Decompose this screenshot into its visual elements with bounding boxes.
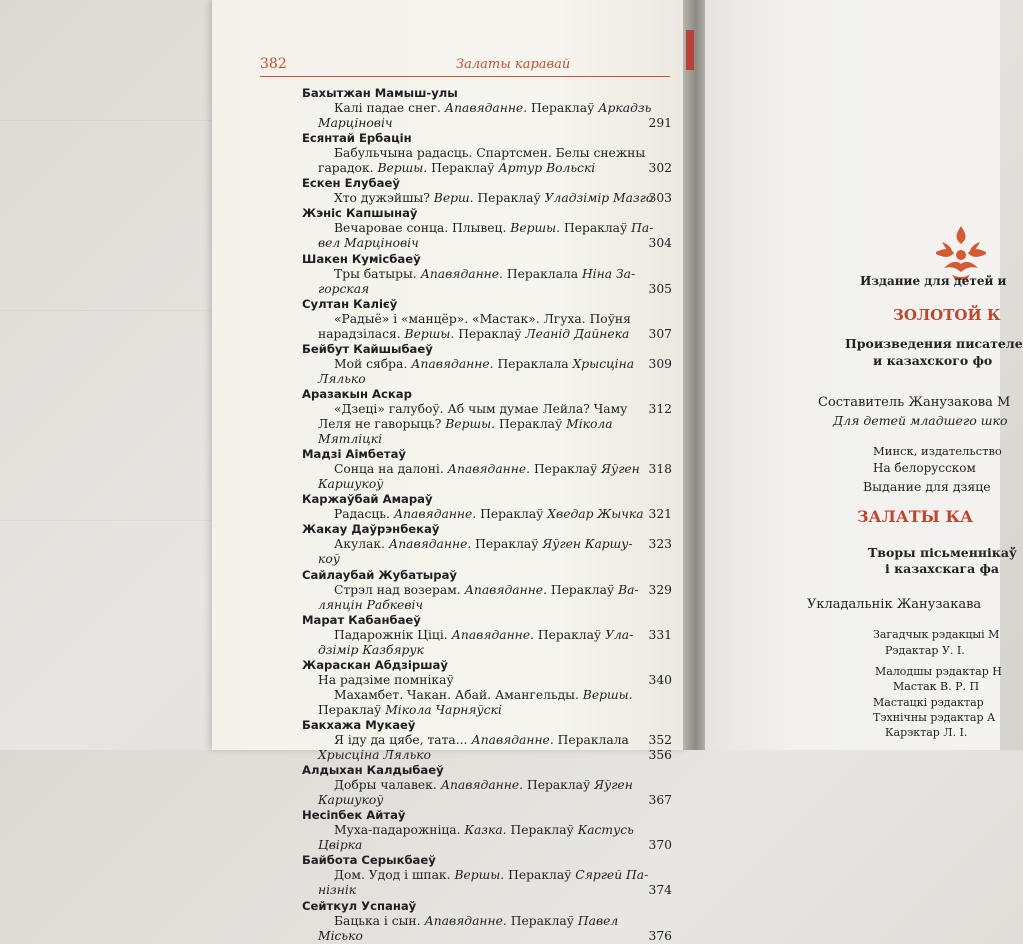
- toc-work-line: [262, 282, 672, 297]
- imprint-line: ЗАЛАТЫ КА: [857, 507, 974, 526]
- toc-work-line: [262, 583, 672, 598]
- toc-work-line: [262, 929, 672, 944]
- toc-work-line: [262, 417, 672, 432]
- toc-text: Пераклаў: [546, 582, 619, 597]
- toc-text: Апавяданне.: [420, 266, 503, 281]
- toc-work-line: [262, 552, 672, 567]
- toc-work-line: [262, 688, 672, 703]
- toc-text: Каршукоў: [318, 477, 384, 492]
- toc-page-number: 302: [648, 161, 672, 176]
- toc-work-line: [262, 327, 672, 342]
- toc-text: Вершы.: [377, 161, 428, 176]
- toc-text: Апавяданне.: [393, 507, 477, 522]
- toc-work-line: [262, 914, 672, 929]
- toc-text: Казка.: [464, 823, 507, 838]
- toc-text: Верш.: [433, 191, 474, 206]
- imprint-line: і казахскага фа: [885, 561, 999, 576]
- toc-author: Аразакын Аскар: [302, 386, 412, 401]
- toc-text: Пераклаў: [506, 913, 578, 928]
- page-header: [260, 56, 670, 77]
- toc-text: Уладзімір Мазго: [544, 191, 654, 206]
- imprint-line: Тэхнічны рэдактар А: [873, 711, 996, 724]
- right-page: [705, 0, 1023, 750]
- toc-page-number: 376: [648, 928, 672, 943]
- toc-text: Цвірка: [318, 838, 363, 853]
- toc-text: Вершы.: [510, 221, 561, 236]
- toc-page-number: 352: [648, 733, 672, 748]
- toc-author: Есянтай Ербацін: [302, 131, 412, 146]
- toc-work-line: [262, 191, 672, 206]
- toc-work-line: [262, 372, 672, 387]
- toc-work-line: [262, 598, 672, 613]
- toc-text: Добры чалавек.: [334, 778, 441, 793]
- toc-text: Лялько: [318, 371, 366, 386]
- toc-text: «Радыё» і «манцёр». «Мастак». Лгуха. Поўня: [334, 311, 631, 326]
- toc-text: Пераклала: [502, 266, 582, 281]
- toc-text: Тры батыры.: [334, 266, 421, 281]
- toc-text: Пераклаў: [471, 537, 543, 552]
- toc-author: Ескен Елубаеў: [302, 176, 400, 191]
- imprint-line: Загадчык рэдакцыі М: [873, 628, 1000, 641]
- toc-text: Вечаровае сонца. Плывец.: [334, 221, 511, 236]
- toc-page-number: 331: [648, 627, 672, 642]
- toc-text: Я іду да цябе, тата...: [334, 733, 472, 748]
- toc-work-line: [262, 462, 672, 477]
- toc-author: Сайлаубай Жубатыраў: [302, 567, 457, 582]
- toc-text: Артур Вольскі: [498, 161, 596, 176]
- toc-text: Каршукоў: [318, 793, 384, 808]
- toc-page-number: 312: [648, 401, 672, 416]
- toc-work-line: [262, 778, 672, 793]
- toc-work-line: [262, 823, 672, 838]
- toc-text: вел Марціновіч: [318, 236, 419, 251]
- toc-text: Вершы.: [404, 326, 455, 341]
- toc-text: Мікола: [566, 417, 613, 432]
- toc-page-number: 367: [648, 793, 672, 808]
- toc-work-line: [262, 628, 672, 643]
- toc-text: Вершы.: [445, 417, 496, 432]
- toc-text: Апавяданне.: [388, 537, 472, 552]
- toc-text: Яўген Каршу-: [542, 537, 633, 552]
- imprint-line: и казахского фо: [873, 353, 993, 368]
- toc-author: Султан Калієў: [302, 296, 398, 311]
- toc-text: Пераклаў: [318, 702, 386, 717]
- imprint-line: Составитель Жанузакова М: [818, 395, 1011, 410]
- toc-text: Леанід Дайнека: [525, 326, 630, 341]
- toc-work-line: [262, 432, 672, 447]
- toc-text: Бабульчына радасць. Спартсмен. Белы снежны: [334, 146, 646, 161]
- toc-text: Пераклаў: [427, 161, 499, 176]
- toc-text: Апавяданне.: [411, 356, 494, 371]
- toc-text: Акулак.: [334, 537, 389, 552]
- toc-work-line: [262, 537, 672, 552]
- toc-work-line: [262, 161, 672, 176]
- toc-text: Апавяданне.: [444, 101, 528, 116]
- toc-page-number: 323: [648, 537, 672, 552]
- toc-text: Марціновіч: [318, 116, 393, 131]
- toc-work-line: [262, 838, 672, 853]
- toc-text: Місько: [318, 928, 363, 943]
- toc-text: Пераклала: [493, 356, 573, 371]
- toc-page-number: 318: [648, 462, 672, 477]
- toc-page-number: 309: [648, 356, 672, 371]
- toc-page-number: 370: [648, 838, 672, 853]
- toc-text: нізнік: [318, 883, 357, 898]
- toc-page-number: 329: [648, 582, 672, 597]
- toc-text: Пераклала: [553, 733, 629, 748]
- toc-author: Жараскан Абдзіршаў: [302, 657, 448, 672]
- toc-text: Ва-: [618, 582, 639, 597]
- toc-work-line: [262, 116, 672, 131]
- toc-work-line: [262, 236, 672, 251]
- toc-text: «Дзеці» галубоў. Аб чым думае Лейла? Чаму: [334, 401, 628, 416]
- toc-author: Бейбут Кайшыбаеў: [302, 341, 433, 356]
- table-of-contents: [262, 86, 672, 944]
- toc-work-line: [262, 673, 672, 688]
- toc-text: Мятліцкі: [318, 432, 383, 447]
- imprint-line: Минск, издательство: [873, 444, 1002, 458]
- toc-text: На радзіме помнікаў: [318, 672, 454, 687]
- toc-work-line: [262, 402, 672, 417]
- toc-text: Мікола Чарняўскі: [385, 702, 502, 717]
- toc-text: Апавяданне.: [464, 582, 547, 597]
- toc-text: Мой сябра.: [334, 356, 412, 371]
- toc-text: Хрысціна Лялько: [318, 748, 432, 763]
- toc-text: Вершы.: [454, 868, 505, 883]
- imprint-line: Мастацкі рэдактар: [873, 696, 984, 709]
- toc-text: Радасць.: [334, 507, 394, 522]
- toc-author: Алдыхан Калдыбаеў: [302, 763, 444, 778]
- toc-text: коў: [318, 552, 340, 567]
- imprint-line: ЗОЛОТОЙ К: [893, 306, 1001, 324]
- toc-text: Дом. Удод і шпак.: [334, 868, 455, 883]
- toc-work-line: [262, 267, 672, 282]
- toc-author: Каржаўбай Амараў: [302, 492, 433, 507]
- imprint-line: На белорусском: [873, 461, 976, 475]
- imprint-line: Для детей младшего шко: [833, 413, 1008, 428]
- toc-page-number: 303: [648, 191, 672, 206]
- toc-text: Апавяданне.: [440, 778, 524, 793]
- toc-text: Пераклаў: [476, 507, 548, 522]
- running-title: Залаты каравай: [456, 57, 571, 72]
- toc-work-line: [262, 312, 672, 327]
- toc-text: Кастусь: [577, 823, 634, 838]
- toc-text: Ніна За-: [581, 266, 636, 281]
- toc-page-number: 374: [648, 883, 672, 898]
- toc-author: Мадзі Аімбетаў: [302, 447, 406, 462]
- toc-page-number: 307: [648, 326, 672, 341]
- toc-text: Хто дужэйшы?: [334, 191, 434, 206]
- toc-text: Пераклаў: [473, 191, 545, 206]
- toc-work-line: [262, 357, 672, 372]
- toc-text: Яўген: [601, 462, 640, 477]
- toc-work-line: [262, 733, 672, 748]
- toc-text: Пераклаў: [523, 778, 595, 793]
- toc-work-line: [262, 703, 672, 718]
- toc-author: Жакау Даўрэнбекаў: [302, 522, 440, 537]
- toc-author: Несіпбек Айтаў: [302, 808, 406, 823]
- toc-work-line: [262, 221, 672, 236]
- toc-work-line: [262, 883, 672, 898]
- toc-text: Аркадзь: [598, 101, 652, 116]
- toc-page-number: 356: [648, 748, 672, 763]
- toc-text: Муха-падарожніца.: [334, 823, 465, 838]
- toc-text: Яўген: [594, 778, 633, 793]
- toc-text: гарадок.: [318, 161, 378, 176]
- toc-text: Апавяданне.: [451, 627, 534, 642]
- imprint-line: Произведения писателе: [845, 336, 1023, 351]
- toc-work-line: [262, 101, 672, 116]
- toc-text: Хрысціна: [572, 356, 635, 371]
- toc-text: Апавяданне.: [424, 913, 507, 928]
- imprint-line: Рэдактар У. І.: [885, 644, 965, 657]
- toc-text: Па-: [631, 221, 654, 236]
- toc-work-line: [262, 868, 672, 883]
- toc-page-number: 291: [648, 116, 672, 131]
- imprint-line: Издание для детей и: [860, 274, 1007, 288]
- toc-text: Пераклаў: [495, 417, 567, 432]
- toc-work-line: [262, 643, 672, 658]
- toc-author: Сейткул Успанаў: [302, 898, 417, 913]
- imprint-line: Творы пісьменнікаў: [868, 545, 1017, 560]
- toc-work-line: [262, 146, 672, 161]
- toc-page-number: 305: [648, 281, 672, 296]
- toc-text: Стрэл над возерам.: [334, 582, 465, 597]
- toc-text: Махамбет. Чакан. Абай. Амангельды.: [334, 687, 583, 702]
- toc-text: Бацька і сын.: [334, 913, 425, 928]
- toc-work-line: [262, 793, 672, 808]
- toc-page-number: 304: [648, 236, 672, 251]
- toc-author: Жэніс Капшынаў: [302, 206, 418, 221]
- toc-text: Хведар Жычка: [547, 507, 644, 522]
- toc-text: Вершы.: [582, 687, 633, 702]
- toc-text: Сяргей Па-: [575, 868, 649, 883]
- toc-page-number: 340: [648, 672, 672, 687]
- toc-text: Пераклаў: [504, 868, 576, 883]
- toc-text: дзімір Казбярук: [318, 642, 424, 657]
- toc-text: Пераклаў: [506, 823, 578, 838]
- toc-text: Пераклаў: [560, 221, 632, 236]
- imprint-line: Выдание для дзяце: [863, 479, 991, 494]
- toc-text: Ула-: [605, 627, 634, 642]
- toc-work-line: [262, 507, 672, 522]
- toc-work-line: [262, 748, 672, 763]
- toc-text: Пераклаў: [533, 627, 606, 642]
- imprint-line: Укладальнік Жанузакава: [807, 597, 982, 612]
- toc-author: Бахытжан Мамыш-улы: [302, 86, 458, 100]
- toc-author: Байбота Серыкбаеў: [302, 853, 436, 868]
- toc-text: Апавяданне.: [447, 462, 531, 477]
- imprint-line: Карэктар Л. І.: [885, 726, 968, 739]
- left-page: [212, 0, 690, 943]
- imprint-line: Малодшы рэдактар Н: [875, 665, 1002, 678]
- toc-text: Пераклаў: [454, 326, 526, 341]
- toc-text: лянцін Рабкевіч: [318, 597, 424, 612]
- toc-text: Павел: [577, 913, 619, 928]
- imprint-line: Мастак В. Р. П: [893, 680, 980, 693]
- toc-text: нарадзілася.: [318, 326, 405, 341]
- toc-text: Леля не гаворыць?: [318, 417, 446, 432]
- toc-text: Падарожнік Ціці.: [334, 627, 452, 642]
- toc-text: Сонца на далоні.: [334, 462, 448, 477]
- toc-text: Пераклаў: [530, 462, 602, 477]
- toc-page-number: 321: [648, 507, 672, 522]
- toc-work-line: [262, 477, 672, 492]
- toc-text: Апавяданне.: [471, 733, 554, 748]
- cover-edge: [686, 30, 694, 70]
- toc-author: Шакен Кумісбаеў: [302, 251, 421, 266]
- toc-author: Марат Кабанбаеў: [302, 612, 421, 627]
- toc-author: Бакхажа Мукаеў: [302, 717, 416, 732]
- page-number: 382: [260, 56, 287, 72]
- toc-text: Пераклаў: [527, 101, 599, 116]
- toc-text: Калі падае снег.: [334, 101, 445, 116]
- toc-text: горская: [318, 281, 370, 296]
